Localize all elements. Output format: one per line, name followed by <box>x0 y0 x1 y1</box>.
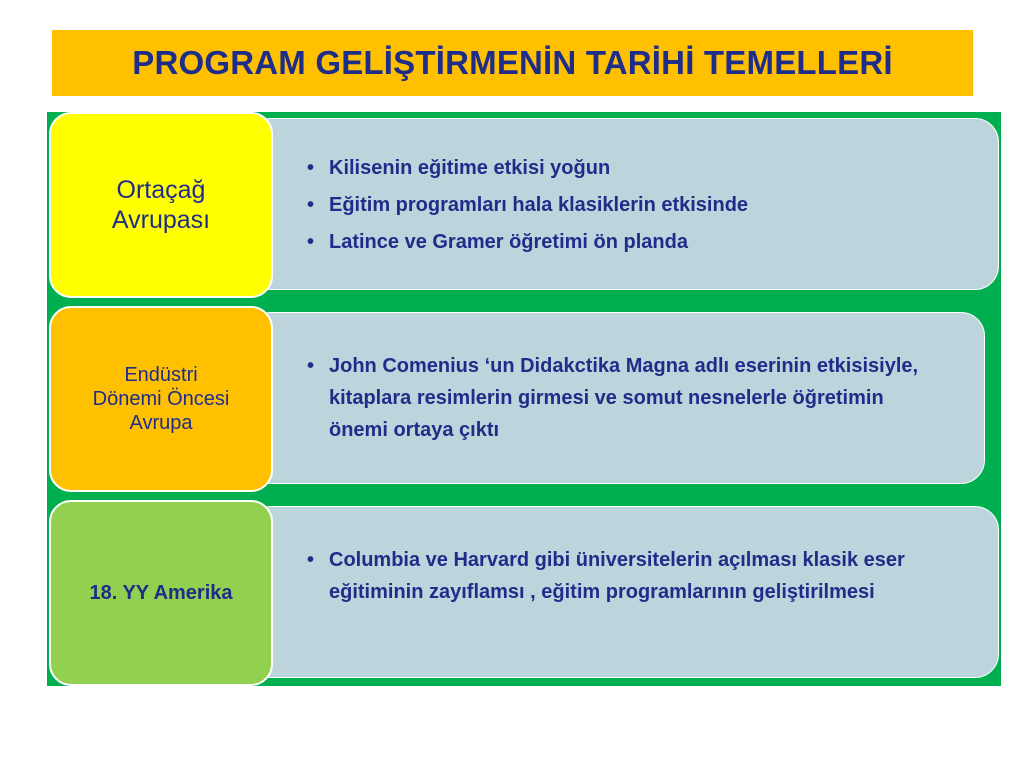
period-label-box <box>49 306 273 492</box>
period-label: 18. YY Amerika <box>89 582 233 604</box>
bullet-text: Eğitim programları hala klasiklerin etkisinde <box>329 194 749 216</box>
timeline-row-pre-industrial-europe <box>47 306 1001 492</box>
timeline-row-18th-century-america <box>47 500 1001 686</box>
bullet-text: Kilisenin eğitime etkisi yoğun <box>329 157 611 179</box>
bullet-list <box>305 544 945 608</box>
bullet-dot: • <box>307 231 315 253</box>
period-label: Endüstri Dönemi Öncesi Avrupa <box>92 364 230 434</box>
bullet-text: John Comenius ‘un Didakctika Magna adlı eserinin etkisisiyle, kitaplara resimlerin girmesi ve somut nesnelerle öğretimin önemi ortaya çıktı <box>329 355 919 441</box>
bullet-item <box>305 187 748 224</box>
bullet-list <box>305 150 748 261</box>
bullet-dot: • <box>307 157 315 179</box>
bullet-text: Latince ve Gramer öğretimi ön planda <box>329 231 688 253</box>
bullet-dot: • <box>307 549 315 571</box>
bullet-dot: • <box>307 194 315 216</box>
period-label-box <box>49 500 273 686</box>
slide-title: PROGRAM GELİŞTİRMENİN TARİHİ TEMELLERİ <box>132 44 893 81</box>
title-banner <box>52 30 973 96</box>
bullet-item <box>305 150 748 187</box>
bullet-list <box>305 350 945 446</box>
bullet-dot: • <box>307 355 315 377</box>
bullet-text: Columbia ve Harvard gibi üniversitelerin açılması klasik eser eğitiminin zayıflamsı , eğitim programlarının geliştirilmesi <box>329 549 905 603</box>
timeline-row-medieval-europe <box>47 112 1001 298</box>
period-label-box <box>49 112 273 298</box>
bullet-item <box>305 350 945 446</box>
bullet-item <box>305 544 945 608</box>
bullet-item <box>305 224 748 261</box>
period-label: Ortaçağ Avrupası <box>111 176 211 234</box>
